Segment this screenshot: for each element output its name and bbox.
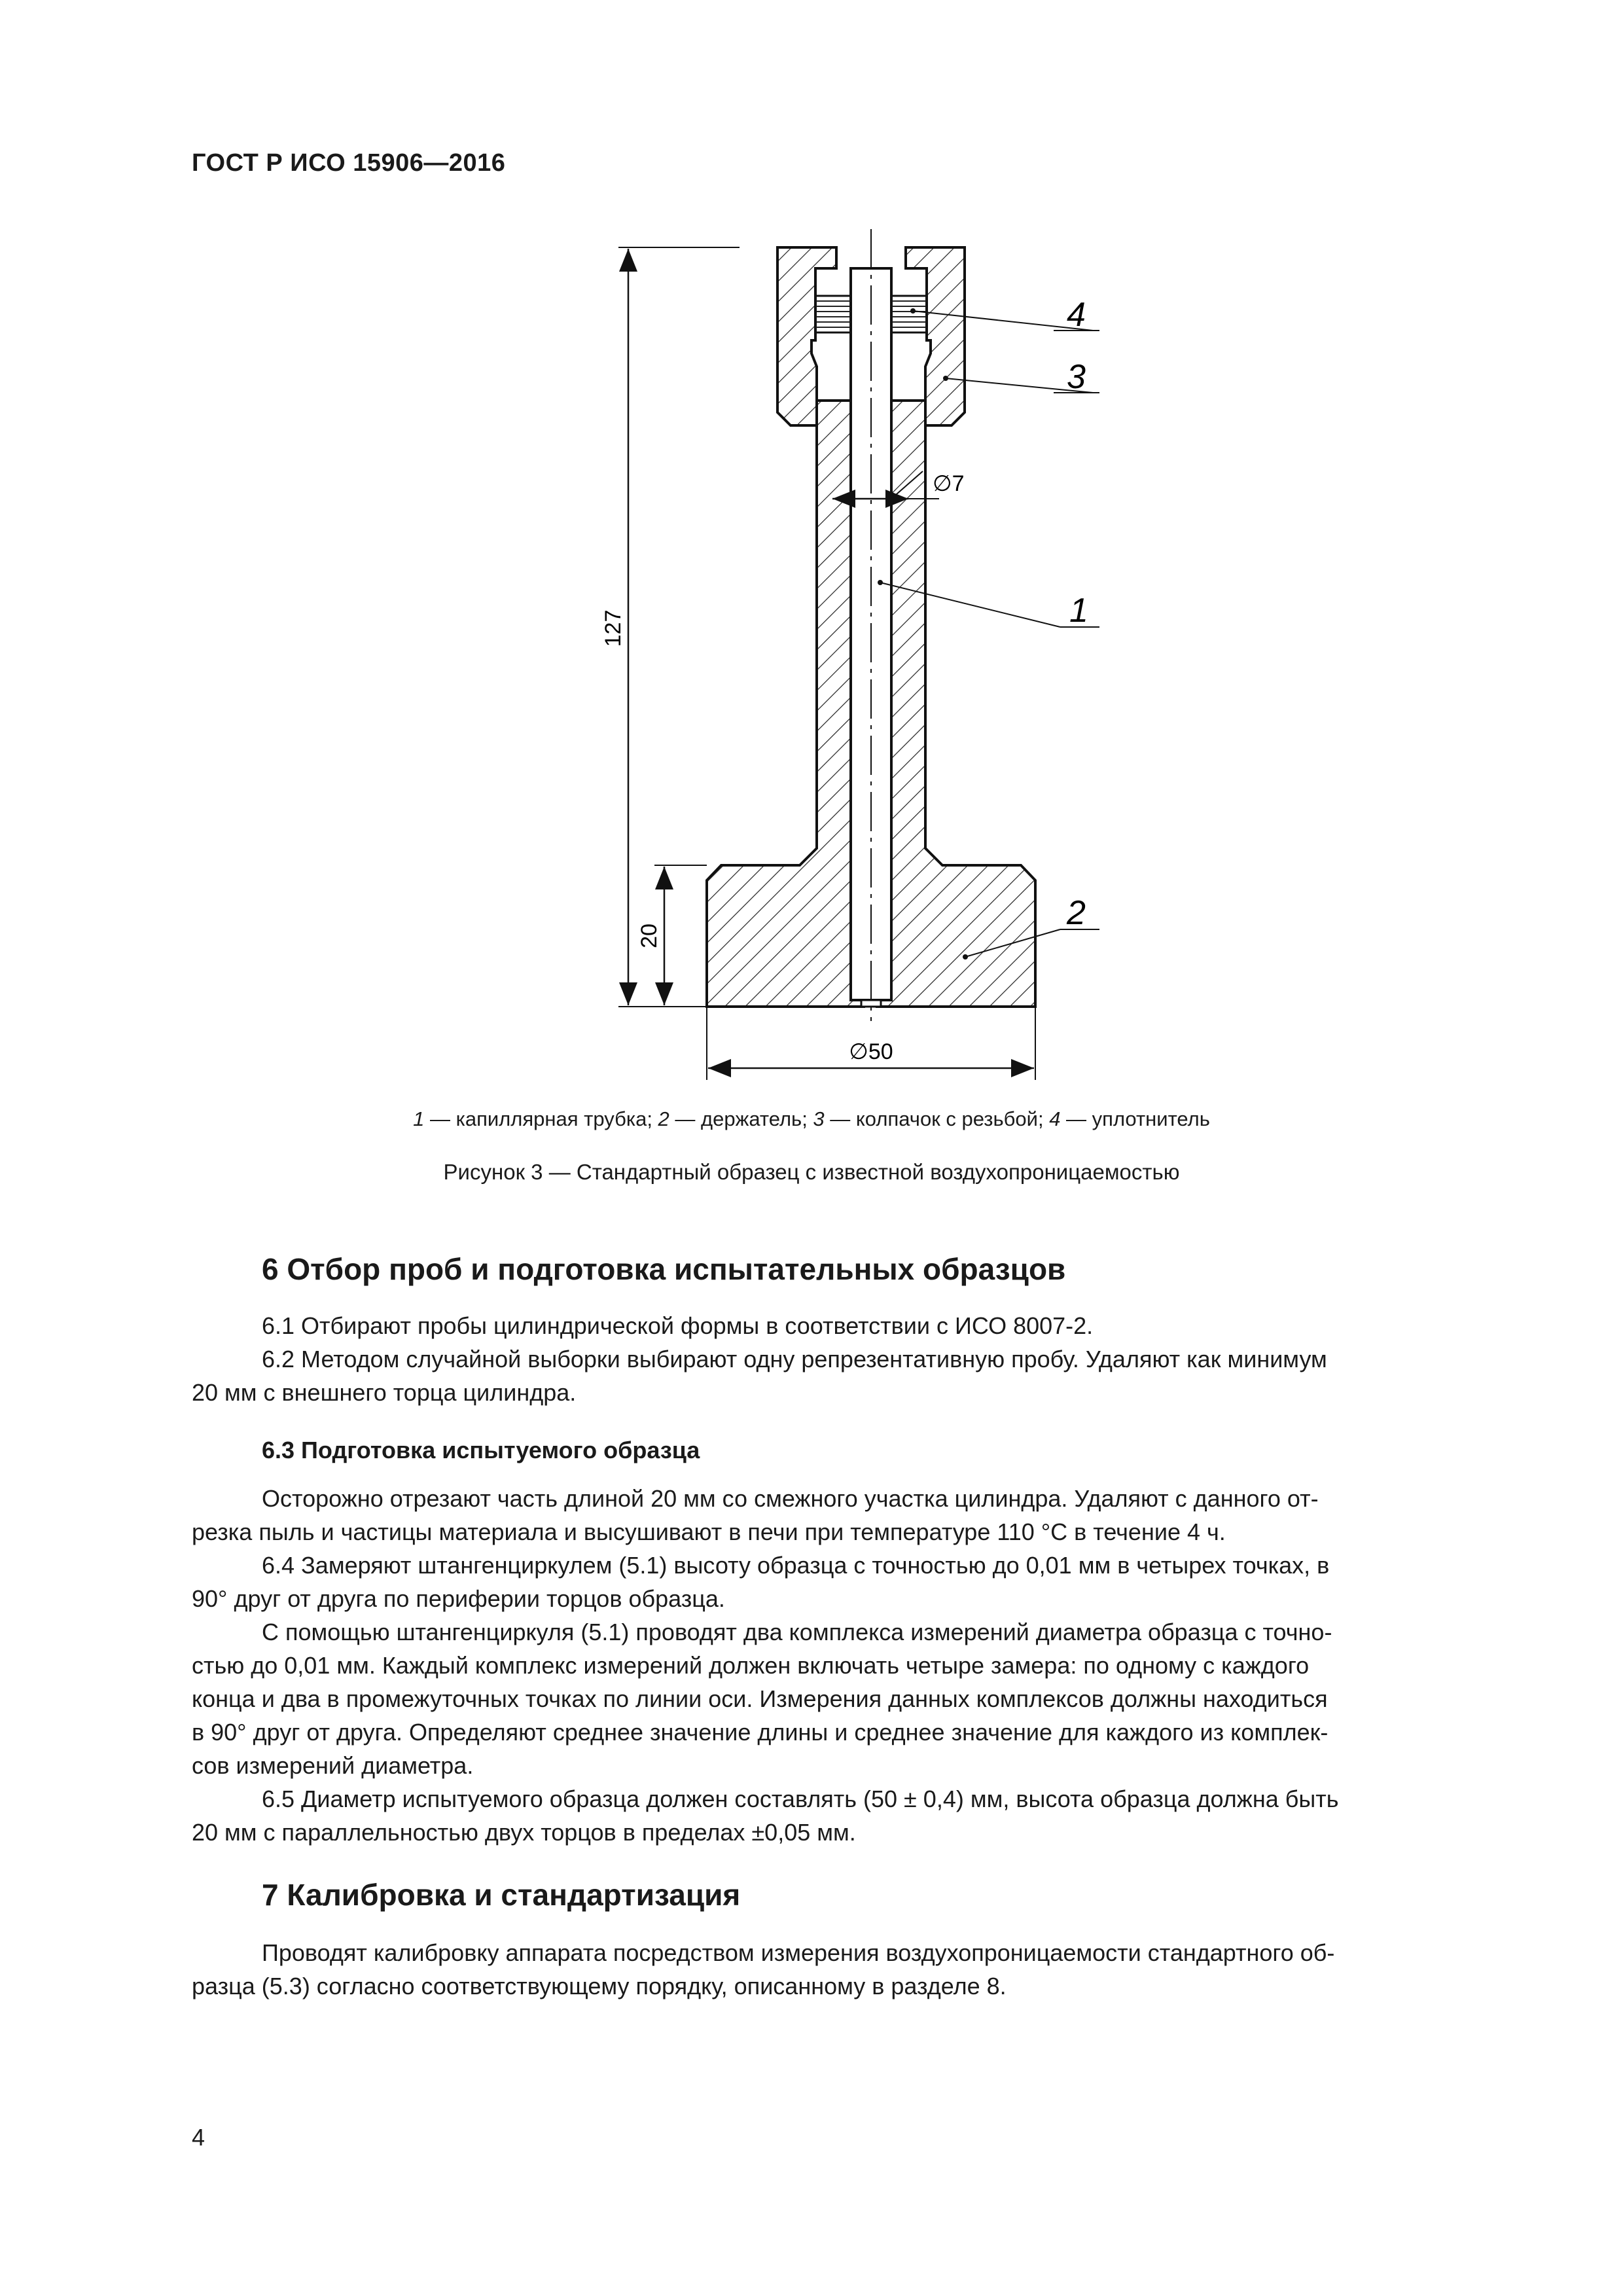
page-number: 4 bbox=[192, 2124, 205, 2151]
holder-left-section bbox=[707, 401, 864, 1007]
section-6-heading: 6 Отбор проб и подготовка испытательных образцов bbox=[262, 1252, 1066, 1286]
callout-1: 1 bbox=[1069, 592, 1088, 630]
figure-caption: Рисунок 3 — Стандартный образец с известной воздухопроницаемостью bbox=[443, 1160, 1180, 1184]
subsection-6-3-heading: 6.3 Подготовка испытуемого образца bbox=[262, 1437, 700, 1463]
capillary-outlet bbox=[861, 1000, 881, 1007]
dimension-127-label: 127 bbox=[601, 609, 626, 647]
standard-sample-drawing bbox=[576, 223, 1113, 1100]
section-7-heading: 7 Калибровка и стандартизация bbox=[262, 1878, 741, 1912]
callout-3: 3 bbox=[1067, 358, 1086, 396]
document-id: ГОСТ Р ИСО 15906—2016 bbox=[192, 149, 506, 177]
paragraph-6-3: Осторожно отрезают часть длиной 20 мм со смежного участка цилиндра. Удаляют с данного от- резка пыль и частицы материала и высушивают в печи при температуре 110 °С в течение 4 ч. 6.4 Замеряют штангенциркулем (5.1) высоту образца с точностью до 0,01 мм в четырех точках, в 90° друг от друга по периферии торцов образца. С помощью штангенциркуля (5.1) проводят два комплекса измерений диаметра образца с точно- стью до 0,01 мм. Каждый комплекс измерений должен включать четыре замера: по одному с каждого конца и два в промежуточных точках по линии оси. Измерения данных комплексов должны находиться в 90° друг от друга. Определяют среднее значение длины и среднее значение для каждого из комплек- сов измерений диаметра. 6.5 Диаметр испытуемого образца должен составлять (50 ± 0,4) мм, высота образца должна быть 20 мм с параллельностью двух торцов в пределах ±0,05 мм. bbox=[192, 1485, 1339, 1846]
callout-4: 4 bbox=[1067, 296, 1086, 334]
seal-right bbox=[891, 296, 927, 332]
cap-right-section bbox=[906, 247, 965, 425]
paragraph-6-1: 6.1 Отбирают пробы цилиндрической формы в соответствии с ИСО 8007-2. 6.2 Методом случайной выборки выбирают одну репрезентативную пробу. Удаляют как минимум 20 мм с внешнего торца цилиндра. bbox=[192, 1312, 1327, 1406]
figure-legend: 1 — капиллярная трубка; 2 — держатель; 3 — колпачок с резьбой; 4 — уплотнитель bbox=[413, 1107, 1210, 1130]
callout-2: 2 bbox=[1067, 894, 1086, 932]
dimension-d7-label: ∅7 bbox=[933, 471, 965, 496]
seal-left bbox=[815, 296, 851, 332]
cap-left-section bbox=[777, 247, 836, 425]
paragraph-7: Проводят калибровку аппарата посредством измерения воздухопроницаемости стандартного об- разца (5.3) согласно соответствующему порядку, описанному в разделе 8. bbox=[192, 1939, 1335, 2000]
dimension-20-label: 20 bbox=[637, 924, 662, 948]
dimension-d50-label: ∅50 bbox=[849, 1039, 893, 1064]
